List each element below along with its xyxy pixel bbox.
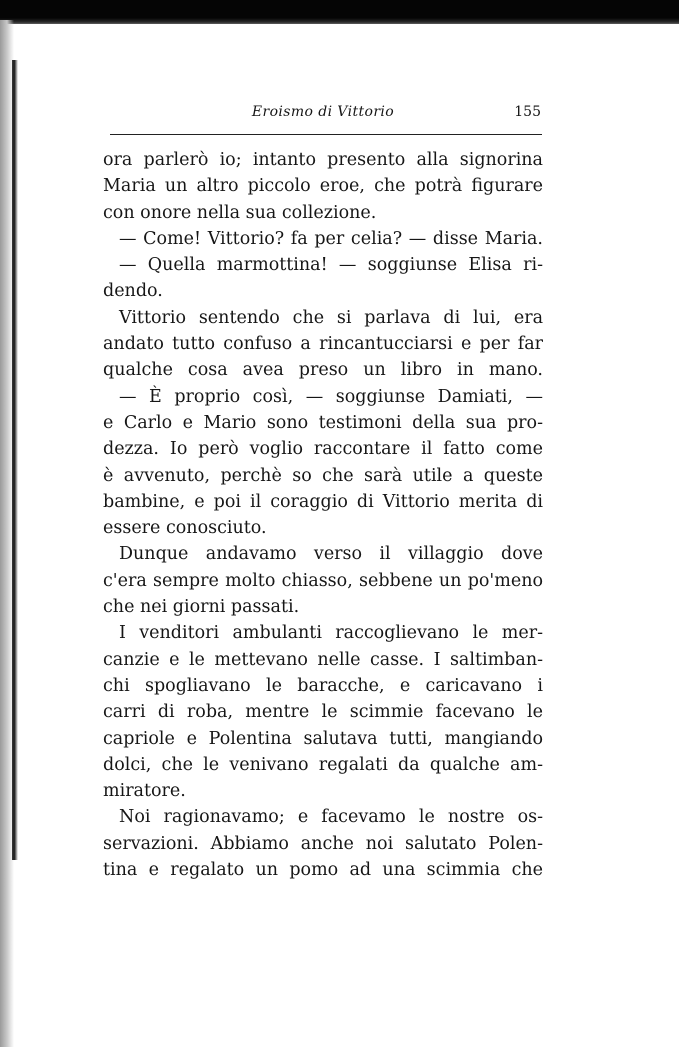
text-line: — Quella marmottina! — soggiunse Elisa ri- (119, 255, 543, 276)
text-line: chi spogliavano le baracche, e caricavano i (103, 675, 543, 696)
text-line: con onore nella sua collezione. (103, 202, 377, 223)
text-line: servazioni. Abbiamo anche noi salutato Polen- (103, 833, 543, 854)
text-line: è avvenuto, perchè so che sarà utile a queste (103, 465, 543, 486)
text-line: andato tutto confuso a rincantucciarsi e per far (103, 334, 543, 355)
text-line: c'era sempre molto chiasso, sebbene un po'meno (103, 570, 543, 591)
text-line: miratore. (103, 781, 186, 802)
text-line: — Come! Vittorio? fa per celia? — disse Maria. (119, 228, 543, 249)
text-line: bambine, e poi il coraggio di Vittorio merita di (103, 491, 543, 512)
text-line: tina e regalato un pomo ad una scimmia che (103, 860, 543, 881)
running-title: Eroismo di Vittorio (251, 104, 395, 120)
text-line: capriole e Polentina salutava tutti, mangiando (103, 728, 543, 749)
header-rule (110, 134, 542, 135)
text-line: e Carlo e Mario sono testimoni della sua pro- (103, 412, 543, 433)
text-line: Dunque andavamo verso il villaggio dove (119, 544, 543, 565)
scan-dark-edge-top (0, 0, 679, 24)
text-line: — È proprio così, — soggiunse Damiati, — (119, 386, 543, 407)
text-line: Noi ragionavamo; e facevamo le nostre os- (119, 807, 543, 828)
text-line: dezza. Io però voglio raccontare il fatto come (103, 439, 543, 460)
text-line: canzie e le mettevano nelle casse. I saltimban- (103, 649, 543, 670)
text-line: I venditori ambulanti raccoglievano le mer- (119, 623, 543, 644)
text-line: dendo. (103, 281, 163, 302)
body-text (103, 147, 543, 883)
scan-binding-edge (12, 60, 18, 860)
text-line: Vittorio sentendo che si parlava di lui, era (119, 307, 543, 328)
text-line: dolci, che le venivano regalati da qualche am- (103, 754, 543, 775)
text-line: carri di roba, mentre le scimmie facevano le (103, 702, 543, 723)
text-line: essere conosciuto. (103, 518, 267, 539)
text-line: ora parlerò io; intanto presento alla signorina (103, 150, 543, 170)
text-line: Maria un altro piccolo eroe, che potrà figurare (103, 176, 543, 197)
page-number: 155 (514, 104, 541, 120)
text-line: che nei giorni passati. (103, 597, 300, 618)
running-head (103, 102, 543, 126)
text-line: qualche cosa avea preso un libro in mano. (103, 360, 543, 381)
